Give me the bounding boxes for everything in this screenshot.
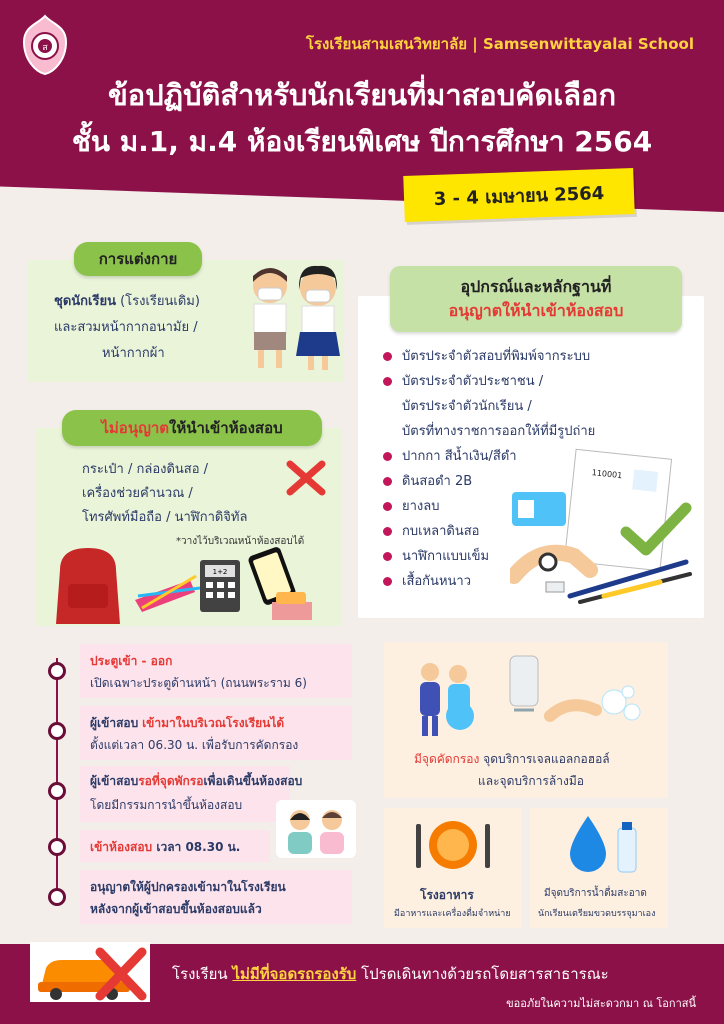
- wait-title-b: เพื่อเดินขึ้นห้องสอบ: [203, 774, 303, 788]
- red-cross-icon: [286, 460, 326, 496]
- gate-title-red: ประตูเข้า - ออก: [90, 654, 173, 668]
- dress-line2: และสวมหน้ากากอนามัย /: [54, 320, 198, 335]
- dress-line3: หน้ากากผ้า: [102, 346, 165, 361]
- timeline-dot: [48, 722, 66, 740]
- timeline-parents-line1: อนุญาตให้ผู้ปกครองเข้ามาในโรงเรียน: [90, 880, 286, 894]
- canteen-title: โรงอาหาร: [420, 888, 474, 902]
- timeline-dot: [48, 888, 66, 906]
- exam-card-number: 110001: [591, 468, 623, 481]
- svg-text:ส: ส: [42, 43, 48, 53]
- allowed-heading-line1: อุปกรณ์และหลักฐานที่: [460, 277, 612, 296]
- wait-title-a: ผู้เข้าสอบ: [90, 774, 139, 788]
- allowed-heading-line2: อนุญาตให้นำเข้าห้องสอบ: [448, 301, 624, 320]
- allowed-items-illustration-icon: [510, 446, 700, 606]
- allowed-item: ดินสอดำ 2B: [382, 469, 595, 494]
- waiting-students-icon: [276, 800, 356, 858]
- timeline-parents-line2: หลังจากผู้เข้าสอบขึ้นห้องสอบแล้ว: [90, 902, 262, 916]
- forbidden-items-illustration-icon: [50, 540, 320, 626]
- footer-line1: [172, 962, 609, 986]
- dress-line1-bold: ชุดนักเรียน: [54, 294, 116, 309]
- dress-line1-rest: (โรงเรียนเดิม): [115, 294, 200, 309]
- allowed-item: เสื้อกันหนาว: [382, 569, 595, 594]
- screening-line1: [414, 750, 610, 769]
- page-title: ข้อปฏิบัติสำหรับนักเรียนที่มาสอบคัดเลือก: [107, 78, 617, 112]
- timeline-gate-title: [90, 650, 172, 672]
- allowed-item: บัตรที่ทางราชการออกให้ที่มีรูปถ่าย: [402, 424, 596, 439]
- timeline-entry-title: [90, 712, 284, 734]
- exam-date-text: 3 - 4 เมษายน 2564: [433, 182, 605, 210]
- timeline-entry-text: ตั้งแต่เวลา 06.30 น. เพื่อรับการคัดกรอง: [90, 738, 299, 752]
- room-title-b: เวลา 08.30 น.: [152, 840, 241, 854]
- allowed-item: บัตรประจำตัวสอบที่พิมพ์จากระบบ: [382, 344, 595, 369]
- timeline-wait-text: โดยมีกรรมการนำขึ้นห้องสอบ: [90, 798, 243, 812]
- screening-line2: และจุดบริการล้างมือ: [478, 774, 584, 788]
- footer-a: โรงเรียน: [172, 965, 233, 983]
- water-sub: นักเรียนเตรียมขวดบรรจุมาเอง: [538, 909, 656, 919]
- entry-title-red: เข้ามาในบริเวณโรงเรียนได้: [142, 716, 285, 730]
- screening-red: มีจุดคัดกรอง: [414, 752, 480, 766]
- water-drop-icon: [562, 814, 642, 876]
- allowed-item: นาฬิกาแบบเข็ม: [382, 544, 595, 569]
- timeline-gate-text: เปิดเฉพาะประตูด้านหน้า (ถนนพระราม 6): [90, 676, 307, 690]
- students-illustration-icon: [240, 260, 350, 378]
- allowed-item: ปากกา สีน้ำเงิน/สีดำ: [382, 444, 595, 469]
- footer-line2: ขออภัยในความไม่สะดวกมา ณ โอกาสนี้: [506, 997, 696, 1010]
- forbidden-line3: โทรศัพท์มือถือ / นาฬิกาดิจิทัล: [82, 510, 248, 525]
- forbidden-heading-rest: ให้นำเข้าห้องสอบ: [169, 419, 283, 437]
- forbidden-line2: เครื่องช่วยคำนวณ /: [82, 486, 193, 501]
- dress-line1: [54, 290, 200, 314]
- allowed-heading: [390, 266, 682, 332]
- canteen-sub: มีอาหารและเครื่องดื่มจำหน่าย: [394, 909, 511, 919]
- screening-illustration-icon: [400, 650, 652, 740]
- timeline-dot: [48, 782, 66, 800]
- school-logo: [22, 14, 68, 76]
- footer-b: โปรดเดินทางด้วยรถโดยสารสาธารณะ: [356, 965, 609, 983]
- allowed-item: บัตรประจำตัวประชาชน /: [382, 369, 595, 394]
- timeline-wait-title: [90, 770, 302, 792]
- page-subtitle: ชั้น ม.1, ม.4 ห้องเรียนพิเศษ ปีการศึกษา 2564: [71, 125, 653, 158]
- screening-rest: จุดบริการเจลแอลกอฮอล์: [479, 752, 610, 766]
- entry-title-a: ผู้เข้าสอบ: [90, 716, 139, 730]
- exam-date: [403, 168, 634, 222]
- timeline-dot: [48, 838, 66, 856]
- school-name: โรงเรียนสามเสนวิทยาลัย | Samsenwittayalai School: [305, 35, 694, 53]
- forbidden-line1: กระเป๋า / กล่องดินสอ /: [82, 462, 209, 477]
- plate-cutlery-icon: [406, 818, 500, 872]
- no-parking-car-icon: [30, 942, 150, 1002]
- room-title-red: เข้าห้องสอบ: [90, 840, 153, 854]
- timeline-line: [56, 658, 58, 898]
- forbidden-note: *วางไว้บริเวณหน้าห้องสอบได้: [176, 536, 305, 547]
- allowed-item: กบเหลาดินสอ: [382, 519, 595, 544]
- wait-title-red: รอที่จุดพักรอ: [138, 774, 204, 788]
- forbidden-heading-red: ไม่อนุญาต: [101, 419, 170, 437]
- dress-heading: การแต่งกาย: [74, 242, 202, 276]
- footer-red: ไม่มีที่จอดรถรองรับ: [232, 965, 357, 983]
- allowed-item: บัตรประจำตัวนักเรียน /: [402, 399, 532, 414]
- water-title: มีจุดบริการน้ำดื่มสะอาด: [544, 888, 647, 899]
- allowed-item: ยางลบ: [382, 494, 595, 519]
- timeline-dot: [48, 662, 66, 680]
- forbidden-heading: [62, 410, 322, 446]
- calculator-display: 1+2: [212, 568, 228, 576]
- timeline-room-title: [90, 836, 240, 858]
